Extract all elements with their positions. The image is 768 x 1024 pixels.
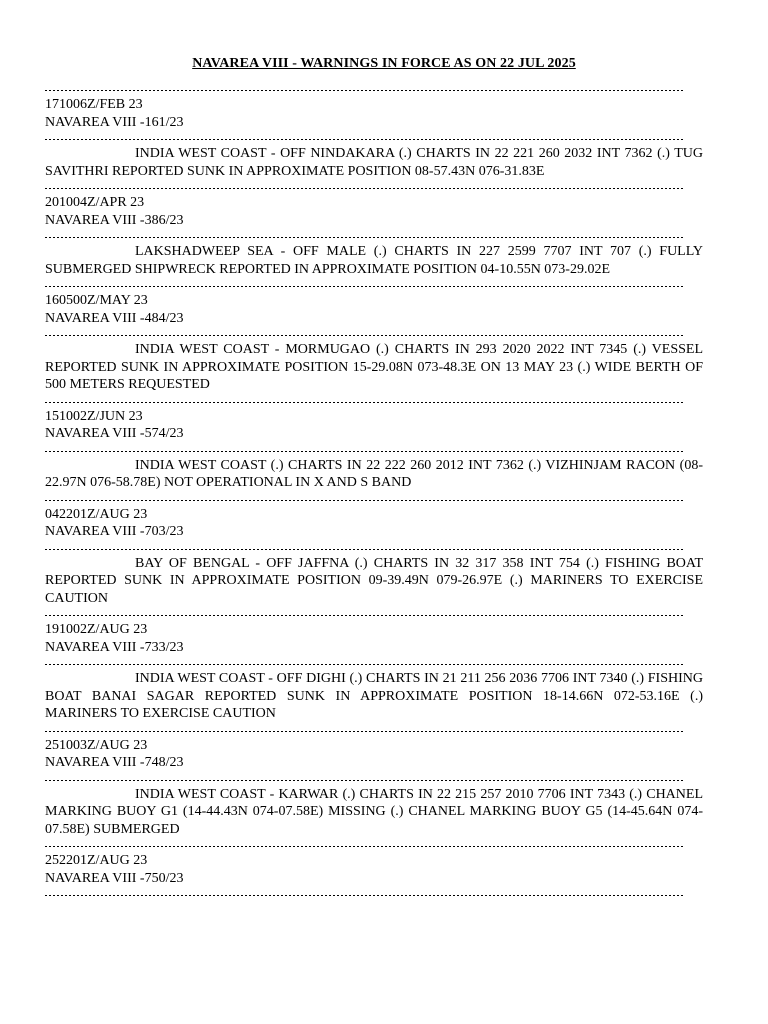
separator [45, 237, 683, 238]
separator [45, 90, 683, 91]
warning-header [45, 852, 703, 887]
warning-text: INDIA WEST COAST - MORMUGAO (.) CHARTS IN 293 2020 2022 INT 7345 (.) VESSEL REPORTED SUNK IN APPROXIMATE POSITION 15-29.08N 073-48.3E ON 13 MAY 23 (.) WIDE BERTH OF 500 METERS REQUESTED [45, 342, 703, 392]
separator [45, 895, 683, 896]
warning-text: LAKSHADWEEP SEA - OFF MALE (.) CHARTS IN 227 2599 7707 INT 707 (.) FULLY SUBMERGED SHIPWRECK REPORTED IN APPROXIMATE POSITION 04-10.55N 073-29.02E [45, 244, 703, 277]
warning-number: NAVAREA VIII -733/23 [45, 639, 184, 655]
separator [45, 664, 683, 665]
page-title: NAVAREA VIII - WARNINGS IN FORCE AS ON 22 JUL 2025 [192, 56, 576, 71]
warning-number: NAVAREA VIII -750/23 [45, 870, 184, 886]
warning-number: NAVAREA VIII -161/23 [45, 114, 184, 130]
warning-dtg: 160500Z/MAY 23 [45, 293, 148, 308]
warning-dtg: 191002Z/AUG 23 [45, 622, 148, 637]
warning-text: INDIA WEST COAST - KARWAR (.) CHARTS IN 22 215 257 2010 7706 INT 7343 (.) CHANEL MARKING BUOY G1 (14-44.43N 074-07.58E) MISSING (.) CHANEL MARKING BUOY G5 (14-45.64N 074-07.58E) SUBMERGED [45, 786, 703, 837]
warning-header [45, 96, 703, 131]
warning-text: INDIA WEST COAST - OFF DIGHI (.) CHARTS IN 21 211 256 2036 7706 INT 7340 (.) FISHING BOAT BANAI SAGAR REPORTED SUNK IN APPROXIMATE POSITION 18-14.66N 072-53.16E (.) MARINERS TO EXERCISE CAUTION [45, 671, 703, 721]
separator [45, 188, 683, 189]
warning-number: NAVAREA VIII -386/23 [45, 212, 184, 228]
warning-dtg: 201004Z/APR 23 [45, 195, 145, 210]
warnings-list [45, 90, 703, 901]
warning-dtg: 151002Z/JUN 23 [45, 408, 143, 424]
warning-text: INDIA WEST COAST - OFF NINDAKARA (.) CHARTS IN 22 221 260 2032 INT 7362 (.) TUG SAVITHRI REPORTED SUNK IN APPROXIMATE POSITION 08-57.43N 076-31.83E [45, 146, 703, 179]
warning-dtg: 251003Z/AUG 23 [45, 737, 148, 753]
separator [45, 549, 683, 550]
warning-text: INDIA WEST COAST (.) CHARTS IN 22 222 260 2012 INT 7362 (.) VIZHINJAM RACON (08-22.97N 076-58.78E) NOT OPERATIONAL IN X AND S BAND [45, 457, 703, 490]
separator [45, 731, 683, 732]
warning-number: NAVAREA VIII -574/23 [45, 426, 184, 441]
separator [45, 286, 683, 287]
warning-header [45, 292, 703, 327]
warning-header [45, 737, 703, 772]
warning-dtg: 042201Z/AUG 23 [45, 506, 148, 522]
warning-number: NAVAREA VIII -748/23 [45, 755, 184, 770]
separator [45, 615, 683, 616]
separator [45, 780, 683, 781]
warning-text: BAY OF BENGAL - OFF JAFFNA (.) CHARTS IN 32 317 358 INT 754 (.) FISHING BOAT REPORTED SUNK IN APPROXIMATE POSITION 09-39.49N 079-26.97E (.) MARINERS TO EXERCISE CAUTION [45, 555, 703, 606]
warning-dtg: 171006Z/FEB 23 [45, 97, 143, 112]
separator [45, 335, 683, 336]
warning-header [45, 408, 703, 443]
warning-number: NAVAREA VIII -703/23 [45, 524, 184, 539]
warning-header [45, 621, 703, 656]
separator [45, 139, 683, 140]
separator [45, 402, 683, 403]
warning-header [45, 506, 703, 541]
warning-dtg: 252201Z/AUG 23 [45, 853, 148, 868]
warning-number: NAVAREA VIII -484/23 [45, 310, 184, 326]
warning-header [45, 194, 703, 229]
separator [45, 451, 683, 452]
separator [45, 500, 683, 501]
separator [45, 846, 683, 847]
